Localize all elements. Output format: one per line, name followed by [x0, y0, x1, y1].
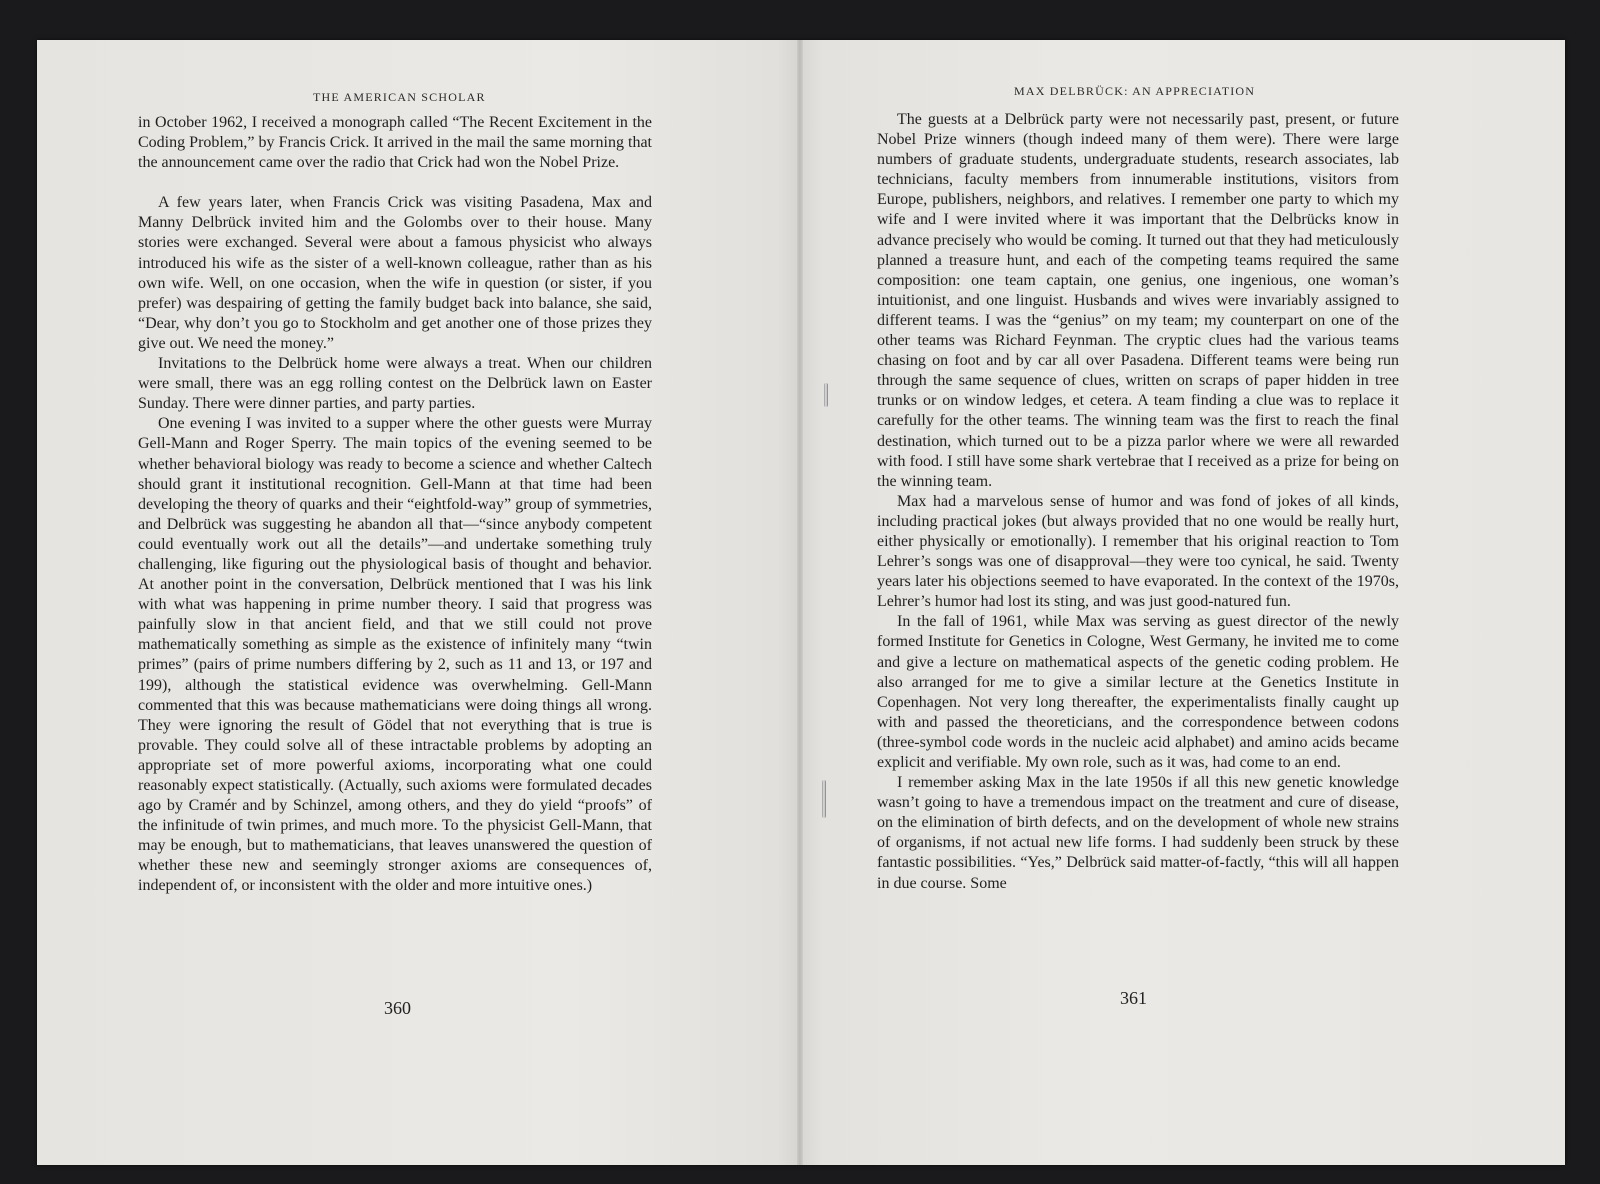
right-paragraph-4: I remember asking Max in the late 1950s if all this new genetic knowledge wasn’t going to have a tremendous impact on the treatment and cure of disease, on the elimination of birth defects, and on the development of whole new strains of organisms, if not actual new life forms. I had suddenly been struck by these fantastic possibilities. “Yes,” Delbrück said matter-of-factly, “this will all happen in due course. Some — [877, 774, 1399, 892]
left-paragraph-4: One evening I was invited to a supper where the other guests were Murray Gell-Mann and Roger Sperry. The main topics of the evening seemed to be whether behavioral biology was ready to become a science and whether Caltech should grant it institutional recognition. Gell-Mann at that time had been developing the theory of quarks and their “eightfold-way” group of symmetries, and Delbrück was suggesting he abandon all that—“since anybody competent could eventually work out all the details”—and undertake something truly challenging, like figuring out the physiological basis of thought and behavior. At another point in the conversation, Delbrück mentioned that I was his link with what was happening in prime number theory. I said that progress was painfully slow in that ancient field, and that we still could not prove mathematically something as simple as the existence of infinitely many “twin primes” (pairs of prime numbers differing by 2, such as 11 and 13, or 197 and 199), although the statistical evidence was overwhelming. Gell-Mann commented that this was because mathematicians were doing things all wrong. They were ignoring the result of Gödel that not everything that is true is provable. They could solve all of these intractable problems by adopting an appropriate set of more powerful axioms, incorporating what one could reasonably expect statistically. (Actually, such axioms were formulated decades ago by Cramér and by Schinzel, among others, and they do yield “proofs” of the infinitude of twin primes, and much more. To the physicist Gell-Mann, that may be enough, but to mathematicians, that leaves unanswered the question of whether these new and seemingly stronger axioms are consequences of, independent of, or inconsistent with the older and more intuitive ones.) — [138, 415, 652, 895]
left-running-head: THE AMERICAN SCHOLAR — [313, 90, 486, 104]
page-gutter — [797, 40, 803, 1165]
right-paragraph-2: Max had a marvelous sense of humor and was fond of jokes of all kinds, including practical jokes (but always provided that no one would be really hurt, either physically or emotionally). I remember that his original reaction to Tom Lehrer’s songs was one of disapproval—they were too cynical, he said. Twenty years later his objections seemed to have evaporated. In the context of the 1970s, Lehrer’s humor had lost its sting, and was just good-natured fun. — [877, 492, 1399, 611]
right-paragraph-1: The guests at a Delbrück party were not necessarily past, present, or future Nobel Prize winners (though indeed many of them were). There were large numbers of graduate students, undergraduate students, research associates, lab technicians, faculty members from innumerable institutions, visitors from Europe, publishers, neighbors, and relatives. I remember one party to which my wife and I were invited where it was important that the Delbrücks know in advance precisely who would be coming. It turned out that they had meticulously planned a treasure hunt, and each of the competing teams required the same composition: one team captain, one genius, one ingenious, one woman’s intuitionist, and one linguist. Husbands and wives were invariably assigned to different teams. I was the “genius” on my team; my counterpart on one of the other teams was Richard Feynman. The cryptic clues had the various teams chasing on foot and by car all over Pasadena. Different teams were being run through the same sequence of clues, written on scraps of paper hidden in tree trunks or on window ledges, et cetera. A team finding a clue was to replace it carefully for the other teams. The winning team was the first to reach the final destination, which turned out to be a pizza parlor where we were all rewarded with food. I still have some shark vertebrae that I received as a prize for being on the winning team. — [877, 111, 1399, 490]
right-page-number: 361 — [1120, 988, 1147, 1008]
right-paragraph-3: In the fall of 1961, while Max was serving as guest director of the newly formed Institute for Genetics in Cologne, West Germany, he invited me to come and give a lecture on mathematical aspects of the genetic coding problem. He also arranged for me to give a similar lecture at the Genetics Institute in Copenhagen. Not very long thereafter, the experimentalists finally caught up with and passed the theoreticians, and the correspondence between codons (three-symbol code words in the nucleic acid alphabet) and amino acids became explicit and verifiable. My own role, such as it was, had come to an end. — [877, 613, 1399, 771]
right-page-text — [877, 110, 1399, 894]
left-page-number: 360 — [384, 998, 411, 1018]
left-paragraph-3: Invitations to the Delbrück home were always a treat. When our children were small, there was an egg rolling contest on the Delbrück lawn on Easter Sunday. There were dinner parties, and party parties. — [138, 355, 652, 413]
left-paragraph-1: in October 1962, I received a monograph called “The Recent Excitement in the Coding Problem,” by Francis Crick. It arrived in the mail the same morning that the announcement came over the radio that Crick had won the Nobel Prize. — [138, 114, 652, 172]
left-page-text — [138, 113, 652, 897]
right-running-head: MAX DELBRÜCK: AN APPRECIATION — [1014, 84, 1256, 98]
staple-top — [824, 383, 828, 407]
left-paragraph-2: A few years later, when Francis Crick was visiting Pasadena, Max and Manny Delbrück invited him and the Golombs over to their house. Many stories were exchanged. Several were about a famous physicist who always introduced his wife as the sister of a well-known colleague, rather than as his own wife. Well, on one occasion, when the wife in question (or sister, if you prefer) was despairing of getting the family budget back into balance, she said, “Dear, why don’t you go to Stockholm and get another one of those prizes they give out. We need the money.” — [138, 194, 652, 352]
staple-bottom — [822, 780, 826, 818]
